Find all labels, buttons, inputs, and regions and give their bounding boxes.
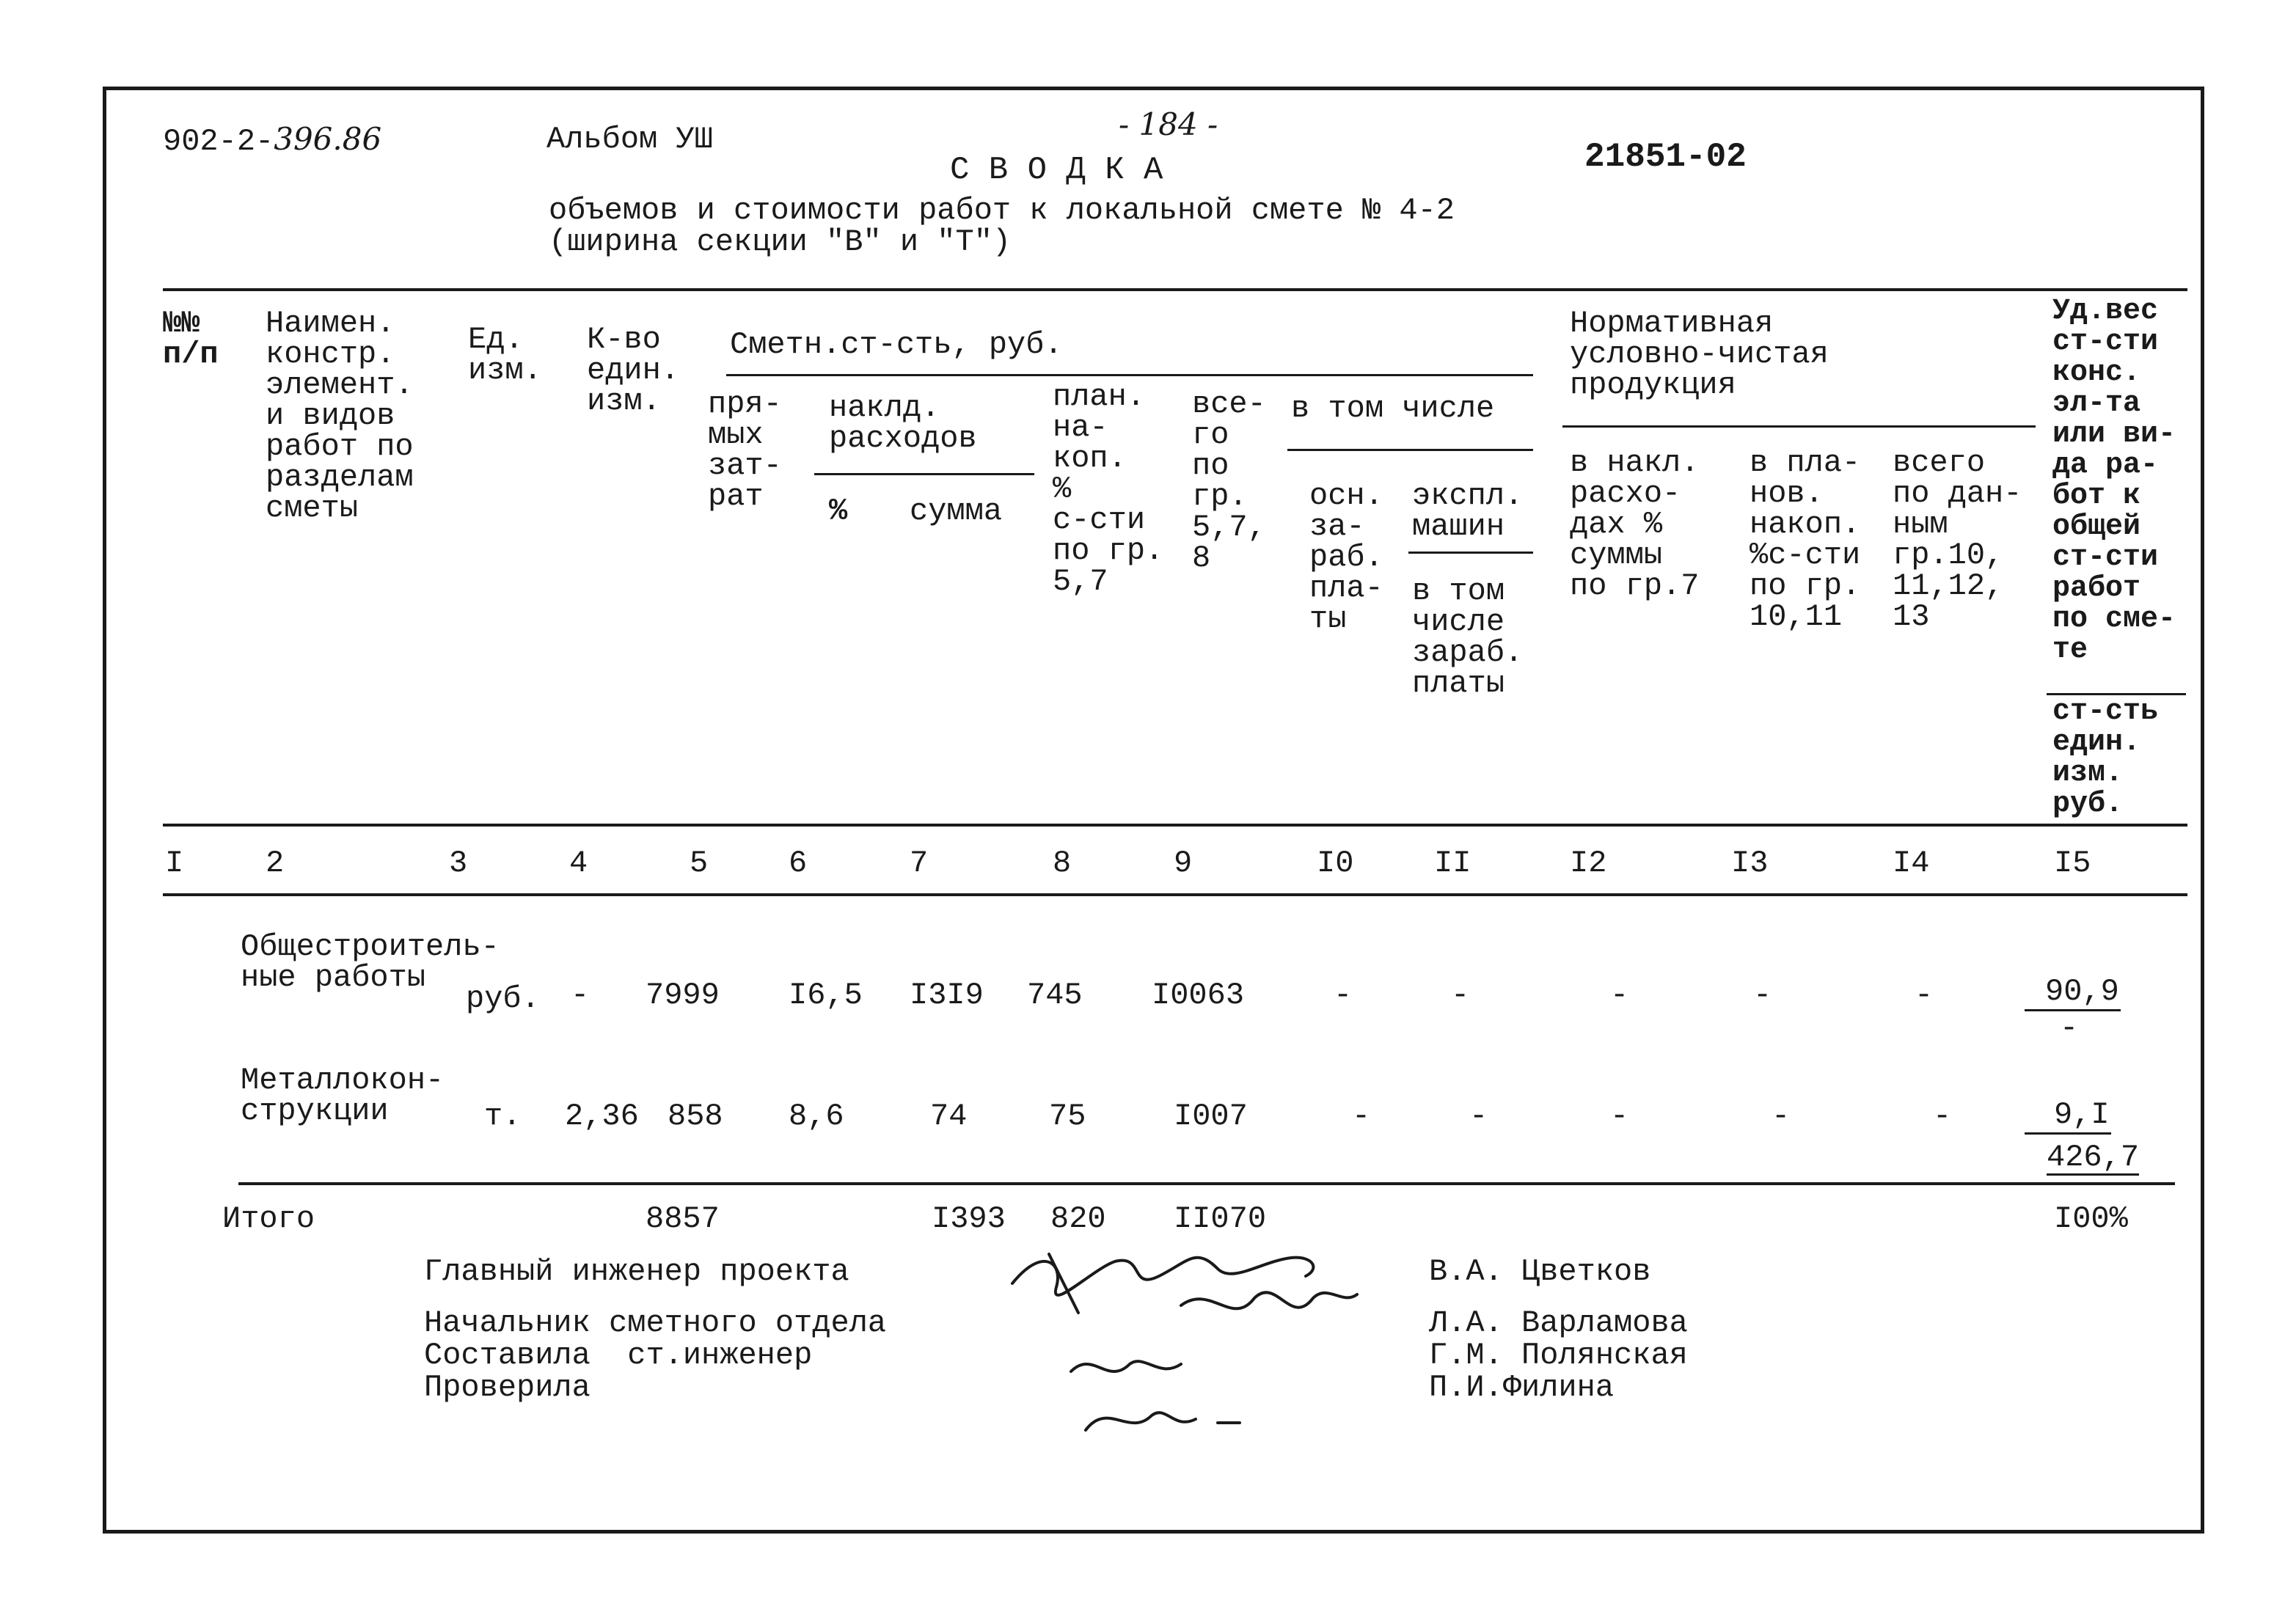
album-label: Альбом УШ bbox=[546, 122, 713, 157]
col-header-norm-plan: в пла- нов. накоп. %с-сти по гр. 10,11 bbox=[1750, 445, 1861, 634]
col-header-machines: экспл. машин bbox=[1412, 478, 1524, 544]
row-c13: - bbox=[1753, 978, 1772, 1013]
totals-sum: I393 bbox=[932, 1201, 1006, 1237]
row-sum: 74 bbox=[930, 1099, 968, 1134]
col-header-share: Уд.вес ст-сти конс. эл-та или ви- да ра- бот к общей ст-сти работ по сме- те bbox=[2052, 295, 2176, 667]
cost-group-line bbox=[726, 374, 1533, 376]
col-number: 3 bbox=[449, 846, 468, 881]
col-number: I bbox=[165, 846, 184, 881]
col-header-unit: Ед. изм. bbox=[468, 322, 542, 388]
col-header-machines-wages: в том числе зараб. платы bbox=[1412, 574, 1524, 701]
doc-number: 21851-02 bbox=[1584, 138, 1747, 176]
signature-name: Г.М. Полянская bbox=[1429, 1338, 1688, 1373]
row-c14: - bbox=[1915, 978, 1934, 1013]
col-number: 8 bbox=[1053, 846, 1072, 881]
col-header-name: Наимен. констр. элемент. и видов работ по разделам сметы bbox=[266, 306, 414, 526]
col-number: I0 bbox=[1317, 846, 1354, 881]
header-bottom-line bbox=[163, 824, 2187, 827]
row-c12: - bbox=[1610, 1099, 1629, 1134]
col-number: 4 bbox=[569, 846, 588, 881]
row-plan: 745 bbox=[1027, 978, 1083, 1013]
signature-scribble bbox=[1049, 1254, 1078, 1313]
col-header-num: №№ п/п bbox=[163, 306, 219, 372]
signature-role: Главный инженер проекта bbox=[424, 1254, 849, 1289]
row-share: 90,9 bbox=[2025, 975, 2121, 1011]
row-c10: - bbox=[1334, 978, 1353, 1013]
col-group-norm: Нормативная условно-чистая продукция bbox=[1570, 306, 1829, 403]
row-direct: 7999 bbox=[646, 978, 720, 1013]
col-group-overhead: наклд. расходов bbox=[829, 390, 977, 456]
table-top-line bbox=[163, 288, 2187, 291]
signature-scribble bbox=[1086, 1413, 1196, 1430]
col-number: I5 bbox=[2054, 846, 2091, 881]
col-number: 6 bbox=[789, 846, 808, 881]
col-number: I2 bbox=[1570, 846, 1607, 881]
row-unit-cost: - bbox=[2060, 1011, 2079, 1046]
document-code bbox=[163, 123, 381, 158]
row-unit: т. bbox=[484, 1099, 522, 1134]
signature-name: В.А. Цветков bbox=[1429, 1254, 1651, 1289]
row-c11: - bbox=[1451, 978, 1470, 1013]
col-header-total: все- го по гр. 5,7, 8 bbox=[1192, 386, 1266, 576]
row-c10: - bbox=[1352, 1099, 1371, 1134]
machines-line bbox=[1408, 552, 1533, 554]
row-pct: 8,6 bbox=[789, 1099, 844, 1134]
col-header-norm-overhead: в накл. расхо- дах % суммы по гр.7 bbox=[1570, 445, 1700, 604]
col-group-cost: Сметн.ст-сть, руб. bbox=[730, 327, 1063, 362]
row-qty: - bbox=[571, 978, 590, 1013]
totals-direct: 8857 bbox=[646, 1201, 720, 1237]
col-header-plan: план. на- коп. % с-сти по гр. 5,7 bbox=[1053, 379, 1164, 599]
row-plan: 75 bbox=[1049, 1099, 1086, 1134]
incl-group-line bbox=[1287, 449, 1533, 451]
row-qty: 2,36 bbox=[565, 1099, 639, 1134]
colnum-bottom-line bbox=[163, 893, 2187, 896]
page-number: - 184 - bbox=[1119, 106, 1218, 142]
document-title: С В О Д К А bbox=[950, 152, 1163, 188]
signature-role: Начальник сметного отдела bbox=[424, 1305, 887, 1341]
row-total: I007 bbox=[1174, 1099, 1248, 1134]
signature-name: П.И.Филина bbox=[1429, 1370, 1615, 1405]
row-pct: I6,5 bbox=[789, 978, 863, 1013]
col-number: 9 bbox=[1174, 846, 1193, 881]
row-c13: - bbox=[1772, 1099, 1791, 1134]
row-unit-cost: 426,7 bbox=[2047, 1140, 2140, 1175]
row-total: I0063 bbox=[1152, 978, 1245, 1013]
signature-scribble bbox=[1071, 1361, 1181, 1371]
col-header-sum: сумма bbox=[910, 494, 1003, 529]
col-header-wages: осн. за- раб. пла- ты bbox=[1309, 478, 1383, 637]
col-header-qty: К-во един. изм. bbox=[587, 322, 680, 419]
col-header-pct: % bbox=[829, 494, 848, 529]
row-direct: 858 bbox=[668, 1099, 723, 1134]
col-header-unit-cost: ст-сть един. изм. руб. bbox=[2052, 695, 2159, 821]
rows-bottom-line bbox=[238, 1182, 2175, 1185]
col-number: I4 bbox=[1893, 846, 1930, 881]
norm-group-line bbox=[1562, 425, 2036, 428]
signature-role: Проверила bbox=[424, 1370, 591, 1405]
col-header-norm-total: всего по дан- ным гр.10, 11,12, 13 bbox=[1893, 445, 2022, 634]
row-c11: - bbox=[1469, 1099, 1488, 1134]
document-subtitle: объемов и стоимости работ к локальной смете № 4-2 bbox=[549, 193, 1455, 228]
signature-scribble bbox=[1181, 1292, 1357, 1308]
row-c12: - bbox=[1610, 978, 1629, 1013]
col-number: 2 bbox=[266, 846, 285, 881]
handwritten-signatures bbox=[998, 1217, 1379, 1452]
document-subtitle-2: (ширина секции "В" и "Т") bbox=[549, 224, 1012, 260]
col-number: 5 bbox=[690, 846, 709, 881]
row-sum: I3I9 bbox=[910, 978, 984, 1013]
overhead-group-line bbox=[814, 473, 1034, 475]
col-number: II bbox=[1434, 846, 1471, 881]
row-unit: руб. bbox=[466, 981, 540, 1016]
row-c14: - bbox=[1933, 1099, 1952, 1134]
signature-name: Л.А. Варламова bbox=[1429, 1305, 1688, 1341]
signature-scribble bbox=[1012, 1258, 1313, 1295]
totals-share: I00% bbox=[2054, 1201, 2128, 1237]
totals-total: II070 bbox=[1174, 1201, 1267, 1237]
code-handwritten: 396.86 bbox=[274, 121, 382, 157]
totals-label: Итого bbox=[222, 1201, 315, 1237]
signature-role: Составила ст.инженер bbox=[424, 1338, 813, 1373]
row-name: Металлокон- струкции bbox=[241, 1063, 445, 1129]
row-name: Общестроитель- ные работы bbox=[241, 929, 500, 995]
row-share: 9,I bbox=[2025, 1099, 2111, 1135]
col-number: 7 bbox=[910, 846, 929, 881]
col-group-incl: в том числе bbox=[1291, 391, 1495, 426]
totals-plan: 820 bbox=[1050, 1201, 1106, 1237]
col-number: I3 bbox=[1731, 846, 1769, 881]
code-prefix: 902-2- bbox=[163, 124, 274, 159]
col-header-direct: пря- мых зат- рат bbox=[708, 386, 782, 514]
